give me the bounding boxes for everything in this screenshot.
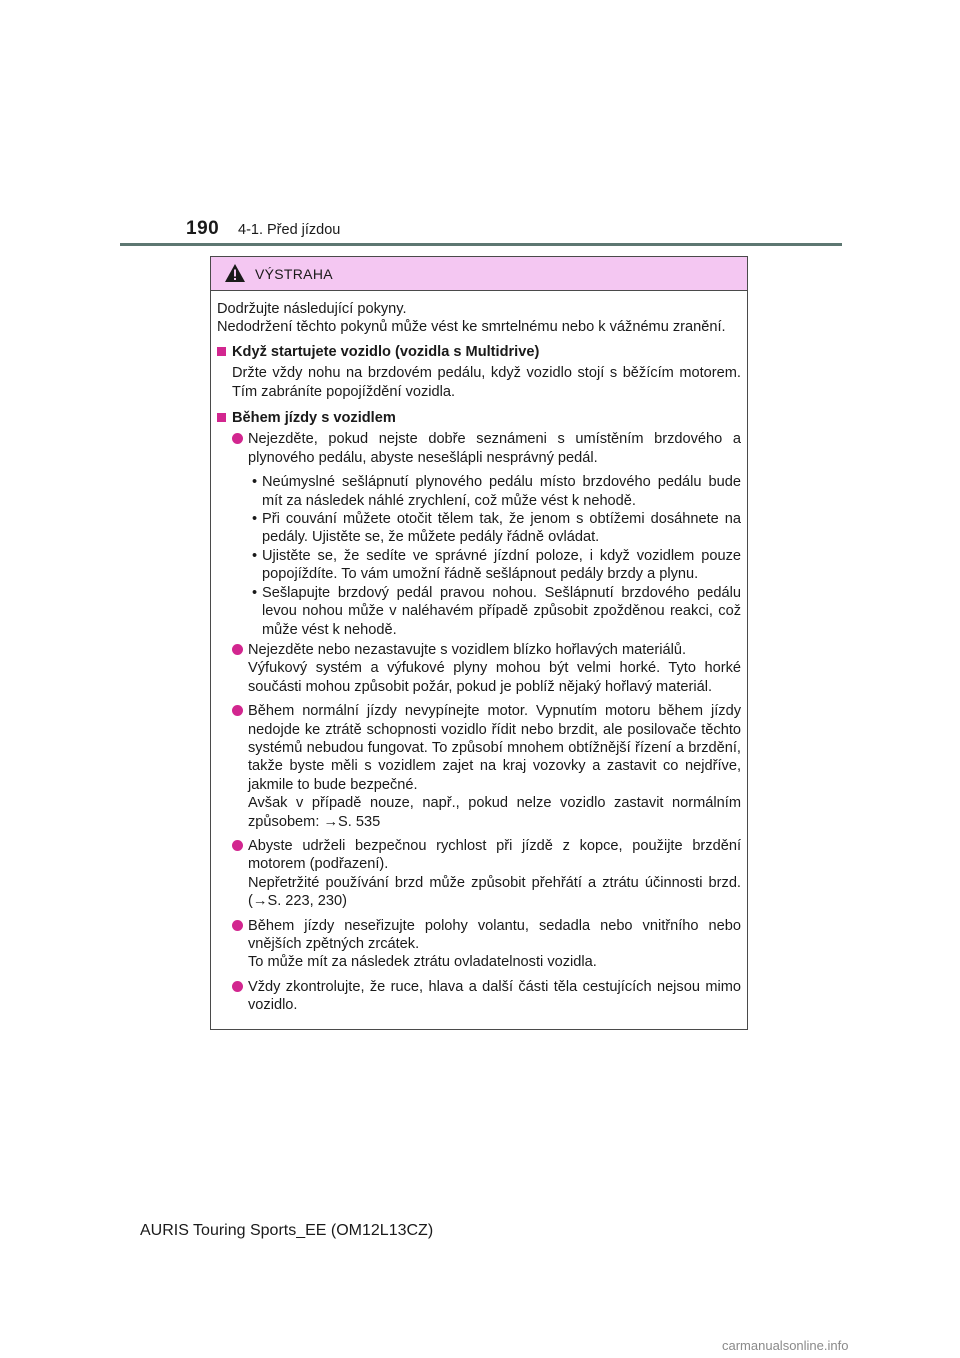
- bullet-text: [248, 917, 741, 972]
- bullet-line: Výfukový systém a výfukové plyny mohou být velmi horké. Tyto horké součásti mohou způsobit požár, pokud je poblíž nějaký hořlavý materiál.: [248, 660, 741, 695]
- sub-item-text: Neúmyslné sešlápnutí plynového pedálu místo brzdového pedálu bude mít za následek náhlé zrychlení, což může vést k nehodě.: [262, 474, 741, 509]
- bullet-item: [217, 702, 741, 831]
- small-bullet-icon: •: [251, 474, 258, 491]
- bullet-line: Nejezděte nebo nezastavujte s vozidlem blízko hořlavých materiálů.: [248, 641, 687, 658]
- section-heading: [217, 343, 741, 361]
- warning-triangle-icon: [224, 263, 246, 283]
- round-bullet-icon: [232, 840, 243, 851]
- sub-item: [247, 510, 741, 547]
- section-driving: [217, 409, 741, 1015]
- section-multidrive: [217, 343, 741, 401]
- sub-item-text: Při couvání můžete otočit tělem tak, že jenom s obtížemi dosáhnete na pedály. Ujistěte se, že můžete pedály řádně ovládat.: [262, 511, 741, 546]
- round-bullet-icon: [232, 981, 243, 992]
- warning-title: VÝSTRAHA: [255, 266, 333, 282]
- small-bullet-icon: •: [251, 547, 258, 564]
- sub-list: [217, 473, 741, 639]
- sub-item: [247, 584, 741, 639]
- bullet-item: [217, 837, 741, 911]
- bullet-text: [248, 641, 741, 696]
- warning-body: [211, 291, 747, 1029]
- intro-line: Nedodržení těchto pokynů může vést ke smrtelnému nebo k vážnému zranění.: [217, 319, 726, 336]
- bullet-text: [248, 702, 741, 831]
- section-title: 4-1. Před jízdou: [238, 222, 341, 238]
- warning-box: [210, 256, 748, 1030]
- round-bullet-icon: [232, 644, 243, 655]
- round-bullet-icon: [232, 433, 243, 444]
- square-marker-icon: [217, 347, 226, 356]
- bullet-item: [217, 978, 741, 1015]
- section-heading-text: Během jízdy s vozidlem: [232, 410, 396, 427]
- bullet-text: Vždy zkontrolujte, že ruce, hlava a další části těla cestujících nejsou mimo vozidlo.: [248, 978, 741, 1014]
- bullet-line: Nepřetržité používání brzd může způsobit přehřátí a ztrátu účinnosti brzd. (→S. 223, 230): [248, 874, 741, 910]
- page-number: 190: [186, 218, 220, 239]
- footer-model: AURIS Touring Sports_EE (OM12L13CZ): [140, 1222, 434, 1239]
- round-bullet-icon: [232, 920, 243, 931]
- bullet-text: [248, 837, 741, 911]
- section-text: Držte vždy nohu na brzdovém pedálu, když vozidlo stojí s běžícím motorem. Tím zabráníte popojíždění vozidla.: [232, 365, 741, 400]
- bullet-item: [217, 641, 741, 696]
- sub-item: [247, 473, 741, 510]
- watermark[interactable]: carmanualsonline.info: [722, 1338, 849, 1353]
- bullet-line: Během jízdy neseřizujte polohy volantu, sedadla nebo vnitřního nebo vnějších zpětných zrcátek.: [248, 917, 741, 952]
- bullet-item: [217, 917, 741, 972]
- bullet-line: Avšak v případě nouze, např., pokud nelze vozidlo zastavit normálním způsobem: →S. 535: [248, 795, 741, 830]
- bullet-line: Abyste udrželi bezpečnou rychlost při jízdě z kopce, použijte brzdění motorem (podřazení).: [248, 837, 741, 873]
- small-bullet-icon: •: [251, 584, 258, 601]
- bullet-text: Nejezděte, pokud nejste dobře seznámeni s umístěním brzdového a plynového pedálu, abyste nesešlápli nesprávný pedál.: [248, 431, 741, 466]
- section-heading: [217, 409, 741, 427]
- small-bullet-icon: •: [251, 511, 258, 528]
- sub-item: [247, 547, 741, 584]
- warning-header: [211, 257, 747, 291]
- intro-line: Dodržujte následující pokyny.: [217, 301, 407, 317]
- bullet-line: Během normální jízdy nevypínejte motor. Vypnutím motoru během jízdy nedojde ke ztrátě schopnosti vozidlo řídit nebo brzdit, ale posilovače těchto systémů nebudou fungovat. To způsobí mnohem obtížnější řízení a brzdění, takže byste měli s vozidlem zajet na kraj vozovky a zastavit co nejdříve, jakmile to bude bezpečné.: [248, 703, 741, 793]
- bullet-line: To může mít za následek ztrátu ovladatelnosti vozidla.: [248, 954, 597, 971]
- section-heading-text: Když startujete vozidlo (vozidla s Multidrive): [232, 343, 540, 360]
- sub-item-text: Ujistěte se, že sedíte ve správné jízdní poloze, i když vozidlem pouze popojíždíte. To vám umožní řádně sešlápnout pedály brzdy a plynu.: [262, 547, 741, 583]
- sub-item-text: Sešlapujte brzdový pedál pravou nohou. Sešlápnutí brzdového pedálu levou nohou může v naléhavém případě způsobit zpožděnou reakci, což může vést k nehodě.: [262, 584, 741, 638]
- header-rule: [120, 243, 842, 246]
- round-bullet-icon: [232, 705, 243, 716]
- bullet-item: [217, 430, 741, 467]
- warning-intro: [217, 300, 741, 337]
- square-marker-icon: [217, 413, 226, 422]
